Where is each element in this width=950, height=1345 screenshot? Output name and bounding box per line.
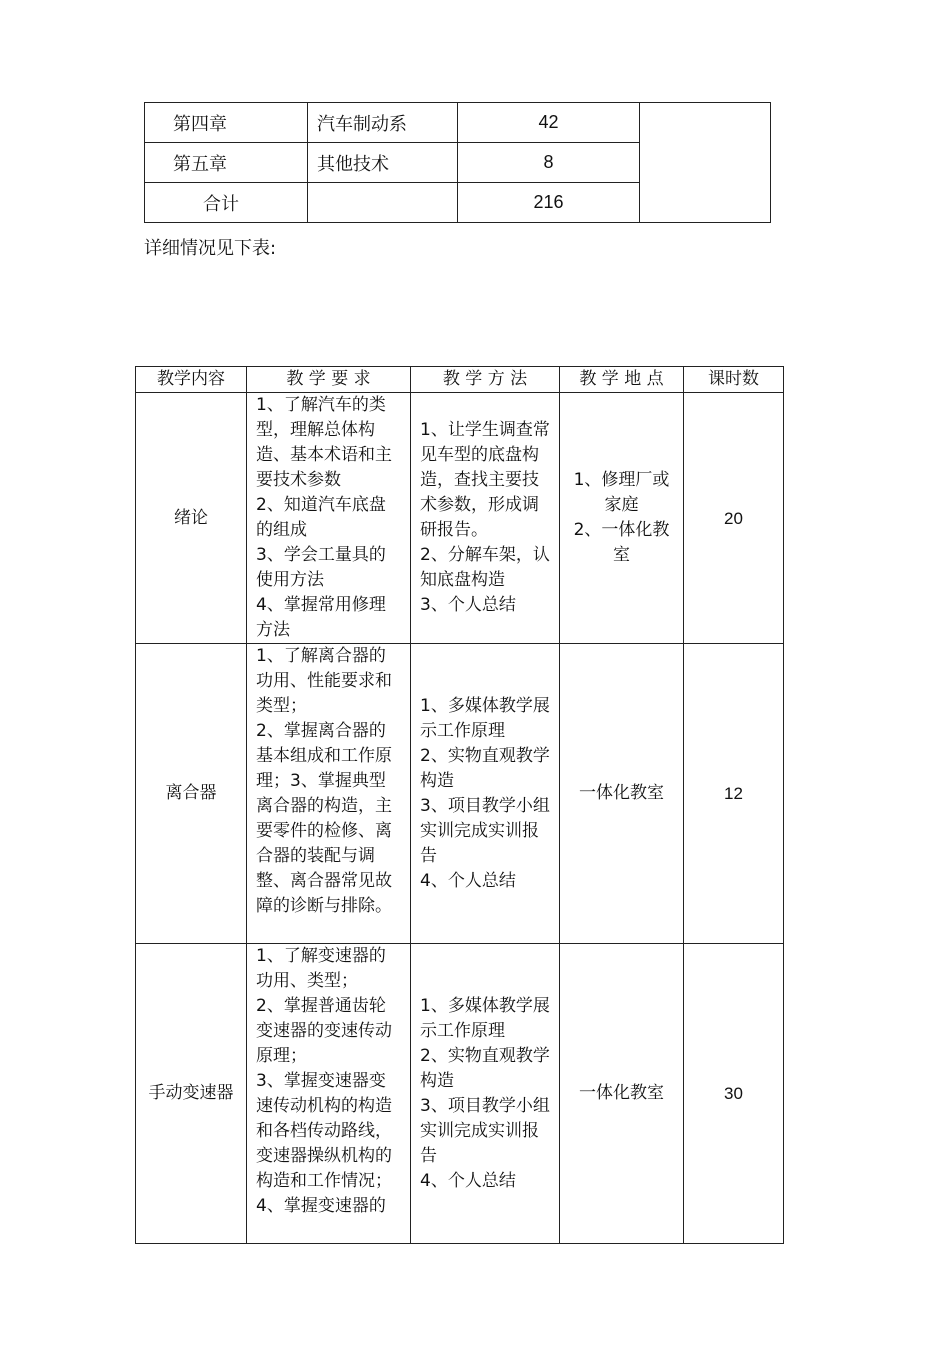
hours-cell: 20 <box>684 393 784 644</box>
place-cell: 1、修理厂或家庭 2、一体化教室 <box>560 393 684 644</box>
chapter-cell: 第四章 <box>145 103 308 143</box>
table-note: 详细情况见下表: <box>144 238 277 259</box>
header-content: 教学内容 <box>136 367 247 393</box>
topic-cell: 离合器 <box>136 644 247 944</box>
total-label-cell: 合计 <box>145 183 308 223</box>
methods-cell: 1、让学生调查常见车型的底盘构造，查找主要技术参数，形成调研报告。 2、分解车架，认知底盘构造 3、个人总结 <box>411 393 560 644</box>
methods-cell: 1、多媒体教学展示工作原理 2、实物直观教学构造 3、项目教学小组实训完成实训报告 4、个人总结 <box>411 944 560 1244</box>
topic-cell: 绪论 <box>136 393 247 644</box>
requirements-cell <box>247 944 411 1244</box>
place-cell: 一体化教室 <box>560 944 684 1244</box>
hours-cell: 30 <box>684 944 784 1244</box>
requirements-cell: 1、了解汽车的类型，理解总体构造、基本术语和主要技术参数 2、知道汽车底盘的组成 3、学会工量具的使用方法 4、掌握常用修理方法 <box>247 393 411 644</box>
header-place: 教 学 地 点 <box>560 367 684 393</box>
requirements-text: 1、了解变速器的功用、类型； 2、掌握普通齿轮变速器的变速传动原理； 3、掌握变速器变速传动机构的构造和各档传动路线，变速器操纵机构的构造和工作情况； 4、掌握变速器的 <box>256 946 392 1216</box>
summary-table <box>144 102 771 223</box>
content-cell: 其他技术 <box>308 143 458 183</box>
summary-row <box>145 103 771 143</box>
header-hours: 课时数 <box>684 367 784 393</box>
content-cell: 汽车制动系 <box>308 103 458 143</box>
table-row <box>136 393 784 644</box>
header-row <box>136 367 784 393</box>
header-requirements: 教 学 要 求 <box>247 367 411 393</box>
hours-cell: 8 <box>458 143 640 183</box>
table-row <box>136 944 784 1244</box>
hours-cell: 42 <box>458 103 640 143</box>
place-cell: 一体化教室 <box>560 644 684 944</box>
methods-cell: 1、多媒体教学展示工作原理 2、实物直观教学构造 3、项目教学小组实训完成实训报告 4、个人总结 <box>411 644 560 944</box>
requirements-cell: 1、了解离合器的功用、性能要求和类型； 2、掌握离合器的基本组成和工作原理；3、掌握典型离合器的构造，主要零件的检修、离合器的装配与调整、离合器常见故障的诊断与排除。 <box>247 644 411 944</box>
content-cell <box>308 183 458 223</box>
header-methods: 教 学 方 法 <box>411 367 560 393</box>
table-row <box>136 644 784 944</box>
topic-cell: 手动变速器 <box>136 944 247 1244</box>
chapter-cell: 第五章 <box>145 143 308 183</box>
remarks-cell <box>640 103 771 223</box>
hours-cell: 12 <box>684 644 784 944</box>
total-hours-cell: 216 <box>458 183 640 223</box>
detail-table <box>135 366 784 1244</box>
